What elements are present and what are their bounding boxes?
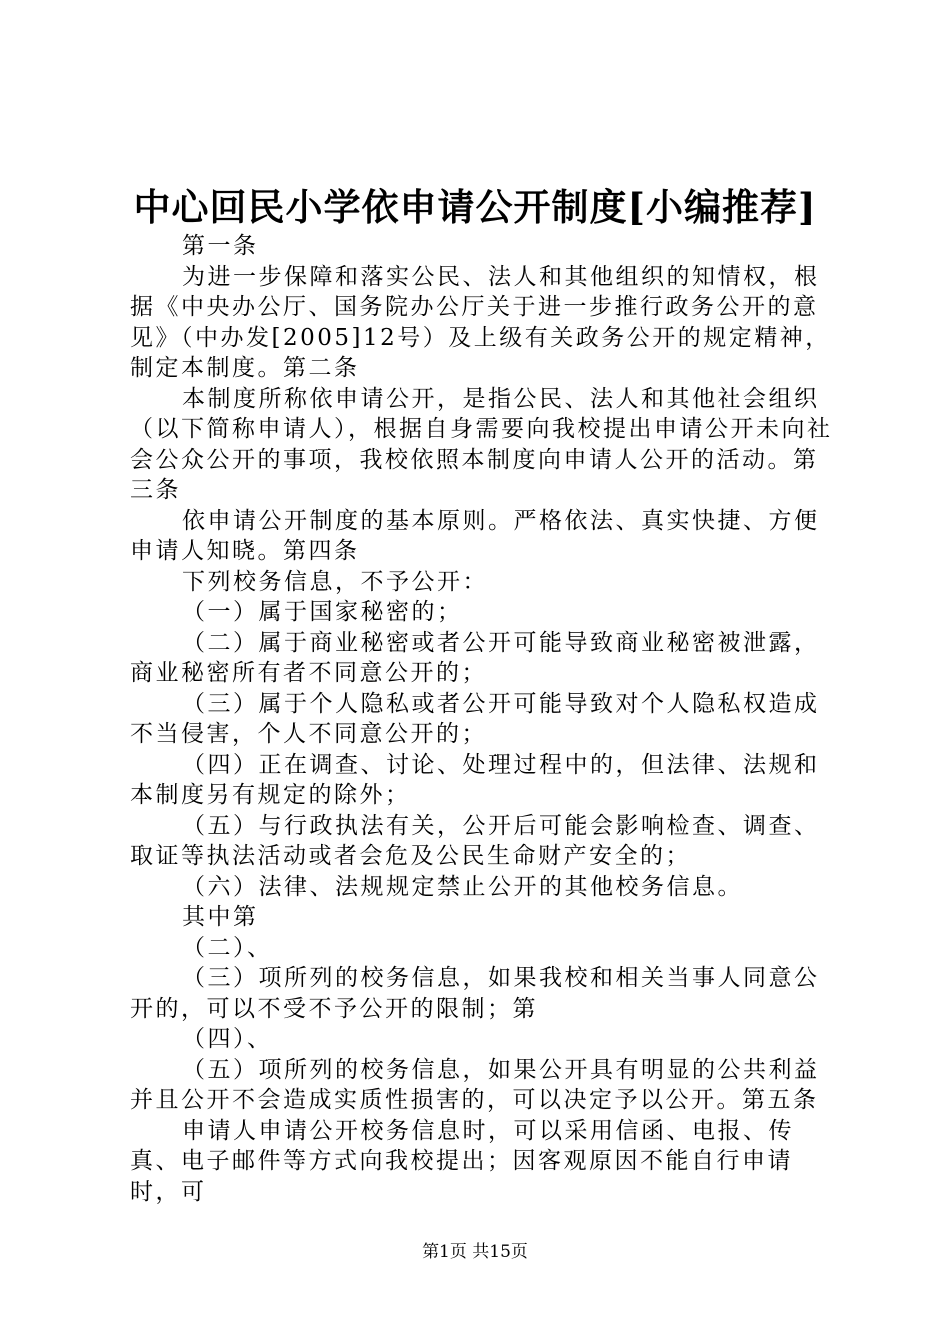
paragraph: 申请人申请公开校务信息时，可以采用信函、电报、传真、电子邮件等方式向我校提出；因客观原因不能自行申请时，可 [130,1117,794,1205]
paragraph: 下列校务信息，不予公开： [182,568,488,595]
document-title: 中心回民小学依申请公开制度[小编推荐] [133,185,817,229]
paragraph: （一）属于国家秘密的； [182,599,463,625]
document-body [130,231,840,1207]
paragraph: （二）、 [182,934,273,961]
paragraph: （五）项所列的校务信息，如果公开具有明显的公共利益并且公开不会造成实质性损害的，可以决定予以公开。第五条 [130,1056,820,1113]
paragraph: （四）正在调查、讨论、处理过程中的，但法律、法规和本制度另有规定的除外； [130,751,820,808]
paragraph: 本制度所称依申请公开，是指公民、法人和其他社会组织（以下简称申请人），根据自身需要向我校提出申请公开未向社会公众公开的事项，我校依照本制度向申请人公开的活动。第三条 [130,385,833,503]
paragraph: 为进一步保障和落实公民、法人和其他组织的知情权，根据《中央办公厅、国务院办公厅关于进一步推行政务公开的意见》（中办发[2005]12号）及上级有关政务公开的规定精神，制定本制度。第二条 [130,263,831,381]
paragraph: （二）属于商业秘密或者公开可能导致商业秘密被泄露，商业秘密所有者不同意公开的； [130,629,820,686]
paragraph: （五）与行政执法有关，公开后可能会影响检查、调查、取证等执法活动或者会危及公民生命财产安全的； [130,812,820,869]
page-number-footer: 第1页 共15页 [422,1242,528,1262]
paragraph: （六）法律、法规规定禁止公开的其他校务信息。 [182,873,743,900]
paragraph: （四）、 [182,1026,273,1052]
paragraph: （三）属于个人隐私或者公开可能导致对个人隐私权造成不当侵害，个人不同意公开的； [130,690,820,747]
paragraph: 依申请公开制度的基本原则。严格依法、真实快捷、方便申请人知晓。第四条 [130,507,820,564]
paragraph: 第一条 [182,233,259,259]
paragraph: 其中第 [182,904,259,930]
paragraph: （三）项所列的校务信息，如果我校和相关当事人同意公开的，可以不受不予公开的限制；第 [130,965,820,1022]
